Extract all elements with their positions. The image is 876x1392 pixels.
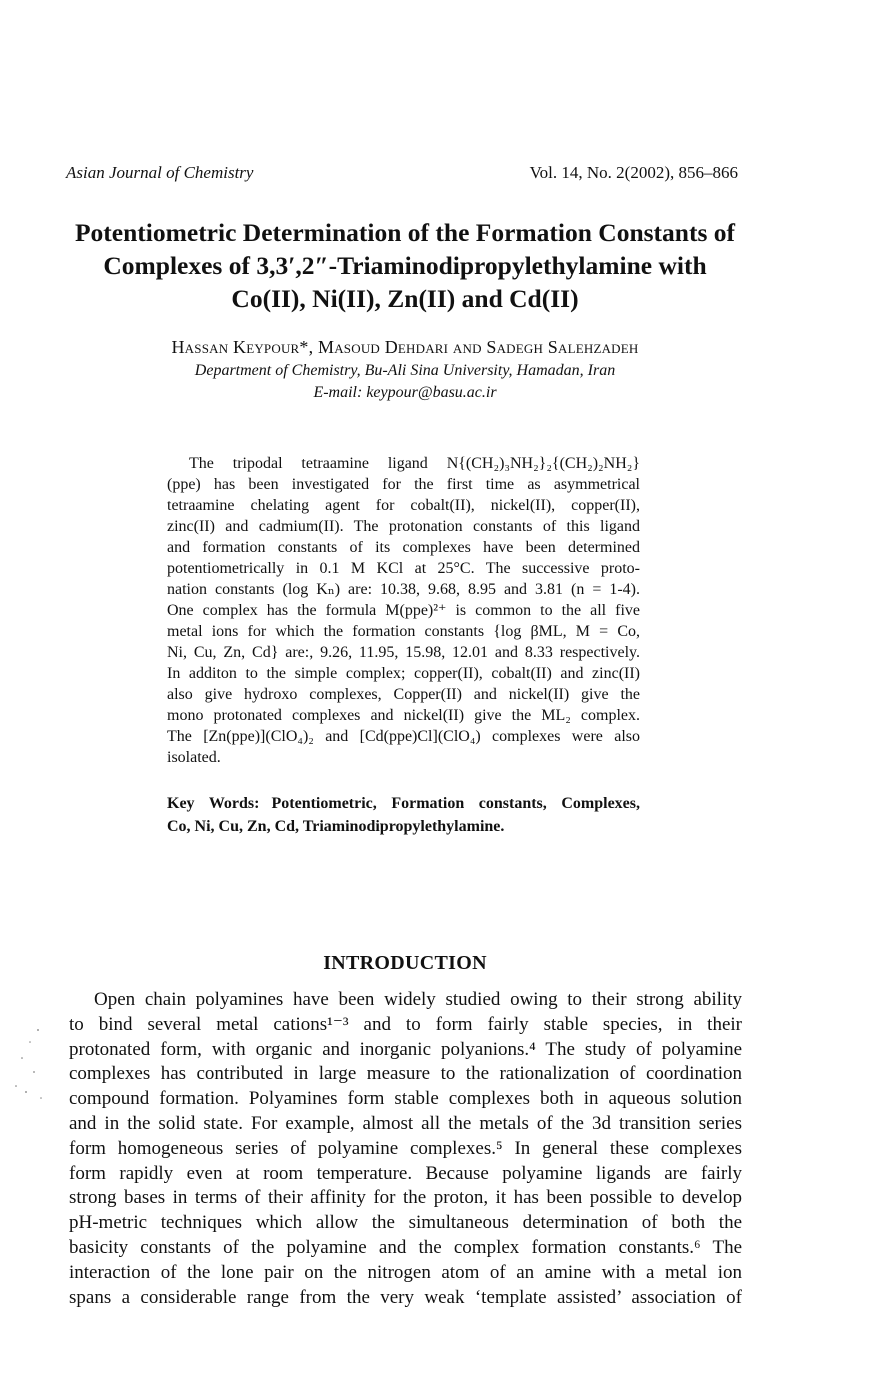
introduction-text	[69, 988, 742, 1310]
keywords	[167, 792, 640, 838]
scan-speck-marks	[8, 1020, 48, 1110]
intro-line: form rapidly even at room temperature. Because polyamine ligands are fairly	[69, 1162, 742, 1184]
intro-line: basicity constants of the polyamine and the complex formation constants.⁶ The	[69, 1236, 742, 1258]
intro-line: pH-metric techniques which allow the simultaneous determination of both the	[69, 1212, 742, 1234]
abstract-line: and formation constants of its complexes have been determined	[167, 539, 640, 556]
intro-line: interaction of the lone pair on the nitrogen atom of an amine with a metal ion	[69, 1261, 742, 1283]
intro-line: Open chain polyamines have been widely studied owing to their strong ability	[94, 989, 742, 1010]
keywords-text: Potentiometric, Formation constants, Complexes,	[271, 795, 640, 812]
paper-title	[60, 216, 750, 315]
abstract-line: One complex has the formula M(ppe)²⁺ is common to the all five	[167, 602, 640, 619]
abstract-line: tetraamine chelating agent for cobalt(II), nickel(II), copper(II),	[167, 497, 640, 514]
title-line: Potentiometric Determination of the Formation Constants of	[74, 218, 736, 247]
abstract-line: isolated.	[167, 749, 221, 766]
abstract-line: nation constants (log Kₙ) are: 10.38, 9.68, 8.95 and 3.81 (n = 1-4).	[167, 581, 640, 598]
abstract-line: (ppe) has been investigated for the first time as asymmetrical	[167, 476, 640, 493]
abstract-line: also give hydroxo complexes, Copper(II) and nickel(II) give the	[167, 686, 640, 703]
abstract-line: zinc(II) and cadmium(II). The protonation constants of this ligand	[167, 518, 640, 535]
keywords-label: Key Words:	[167, 795, 260, 812]
affiliation: Department of Chemistry, Bu-Ali Sina University, Hamadan, Iran	[194, 362, 616, 379]
section-heading: INTRODUCTION	[323, 952, 487, 974]
intro-line: protonated form, with organic and inorganic polyanions.⁴ The study of polyamine	[69, 1038, 742, 1060]
intro-line: compound formation. Polyamines form stable complexes both in aqueous solution	[69, 1088, 742, 1110]
intro-line: and in the solid state. For example, almost all the metals of the 3d transition series	[69, 1112, 742, 1134]
keywords-line: Co, Ni, Cu, Zn, Cd, Triaminodipropylethylamine.	[167, 818, 505, 835]
intro-line: spans a considerable range from the very weak ‘template assisted’ association of	[69, 1286, 742, 1308]
journal-name: Asian Journal of Chemistry	[66, 163, 254, 182]
intro-line: form homogeneous series of polyamine complexes.⁵ In general these complexes	[69, 1137, 742, 1159]
author-list: Hassan Keypour*, Masoud Dehdari and Sadegh Salehzadeh	[171, 337, 639, 357]
abstract-line: The [Zn(ppe)](ClO₄)₂ and [Cd(ppe)Cl](ClO₄) complexes were also	[167, 728, 640, 745]
volume-info: Vol. 14, No. 2(2002), 856–866	[529, 163, 738, 182]
title-line: Co(II), Ni(II), Zn(II) and Cd(II)	[231, 284, 579, 313]
keywords-line	[167, 792, 640, 815]
abstract-line: In additon to the simple complex; copper(II), cobalt(II) and zinc(II)	[167, 665, 640, 682]
intro-line: complexes has contributed in large measure to the rationalization of coordination	[69, 1063, 742, 1085]
abstract-line: metal ions for which the formation constants {log βML, M = Co,	[167, 623, 640, 640]
email: E-mail: keypour@basu.ac.ir	[313, 384, 497, 401]
title-line: Complexes of 3,3′,2″-Triaminodipropylethylamine with	[103, 251, 707, 280]
abstract-line: Ni, Cu, Zn, Cd} are:, 9.26, 11.95, 15.98, 12.01 and 8.33 respectively.	[167, 644, 640, 661]
abstract-line: mono protonated complexes and nickel(II) give the ML₂ complex.	[167, 707, 640, 724]
intro-line: strong bases in terms of their affinity for the proton, it has been possible to develop	[69, 1187, 742, 1209]
abstract	[167, 453, 640, 768]
abstract-line: The tripodal tetraamine ligand N{(CH₂)₃NH₂}₂{(CH₂)₂NH₂}	[189, 455, 640, 472]
affiliation-block	[60, 360, 750, 404]
abstract-line: potentiometrically in 0.1 M KCl at 25°C. The successive proto-	[167, 560, 640, 577]
intro-line: to bind several metal cations¹⁻³ and to form fairly stable species, in their	[69, 1013, 742, 1035]
